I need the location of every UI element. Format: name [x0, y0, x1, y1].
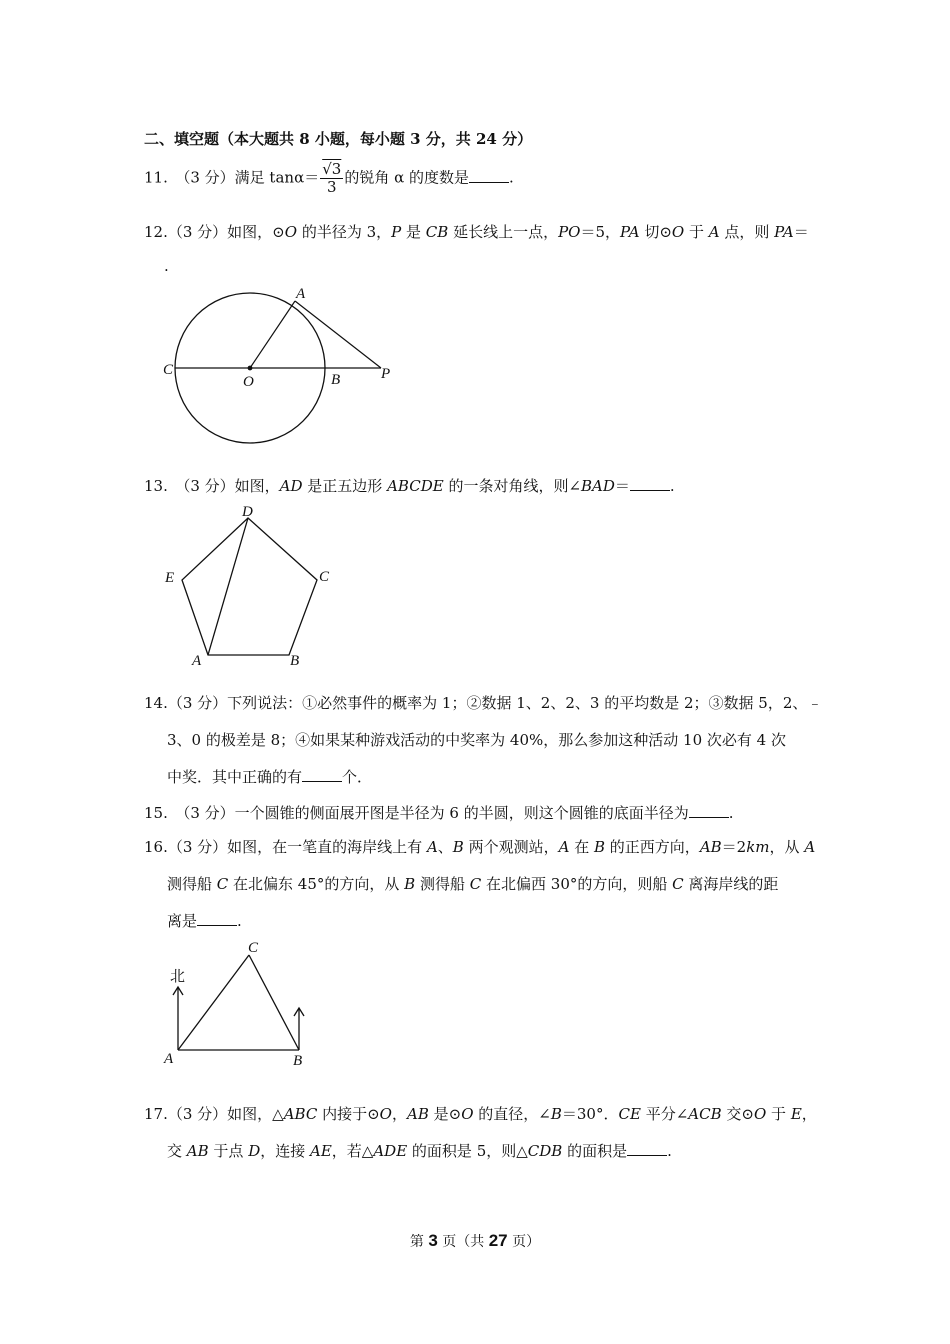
label-p: P [381, 366, 391, 382]
line-ac [178, 955, 249, 1050]
text-span: . [508, 168, 514, 187]
answer-blank [689, 804, 729, 818]
answer-blank [197, 912, 237, 926]
question-16-line-2 [167, 873, 778, 894]
text-span: ，若△ [331, 1142, 374, 1160]
text-span: C [672, 875, 684, 893]
line-ap [295, 301, 381, 368]
label-a: A [164, 1051, 174, 1067]
fraction-sqrt3-over-3 [320, 162, 343, 195]
center-point [248, 366, 253, 371]
text-span: ， [801, 1105, 817, 1123]
line-bc [249, 955, 299, 1050]
text-span: 于点 [208, 1142, 249, 1160]
text-span: CDB [527, 1142, 563, 1160]
text-span: C [469, 875, 482, 893]
text-span: 测得船 [415, 875, 470, 893]
text-span: PO [558, 223, 581, 241]
text-span: 16.（3 分）如图，在一笔直的海岸线上有 [144, 838, 427, 856]
text-span: ABC [283, 1105, 318, 1123]
text-span: ＝30°． [561, 1105, 619, 1123]
text-span: 的面积是 [562, 1142, 628, 1160]
text-span: 个． [342, 768, 373, 786]
text-span: P [391, 223, 402, 241]
text-span: B [594, 838, 606, 856]
text-span: 测得船 [167, 875, 217, 893]
text-span: ＝ [614, 477, 630, 495]
text-span: 17.（3 分）如图，△ [144, 1105, 284, 1123]
text-span: CB [425, 223, 449, 241]
text-span: PA [774, 223, 794, 241]
text-span: B [550, 1105, 562, 1123]
question-11 [144, 162, 514, 195]
label-b: B [331, 372, 341, 388]
text-span: 第 [409, 1234, 429, 1250]
answer-blank [302, 768, 342, 782]
text-span: 的一条对角线，则∠ [443, 477, 582, 495]
text-span: AB [699, 838, 722, 856]
question-16-line-1 [144, 836, 815, 857]
pentagon-abcde [182, 518, 317, 655]
label-a: A [192, 653, 202, 669]
text-span: ABCDE [387, 477, 444, 495]
label-a: A [296, 286, 306, 302]
answer-blank [630, 477, 670, 491]
text-span: O [284, 223, 298, 241]
answer-blank [469, 169, 509, 183]
text-span: ＝ [793, 223, 809, 241]
text-span: . [669, 477, 675, 495]
text-span: AE [310, 1142, 332, 1160]
text-span: 在 [569, 838, 594, 856]
text-span: A [558, 838, 570, 856]
text-span: ＝2 [721, 838, 747, 856]
text-span: . [237, 912, 242, 930]
question-17-line-2 [167, 1140, 672, 1161]
label-e: E [165, 570, 175, 586]
text-span: ， [391, 1105, 407, 1123]
text-span: B [404, 875, 416, 893]
diagonal-ad [208, 518, 248, 655]
text-span: 切⊙ [639, 223, 672, 241]
section-title: 二、填空题（本大题共 8 小题，每小题 3 分，共 24 分） [144, 130, 533, 148]
text-span: 于 [684, 223, 709, 241]
text-span: 11. （3 分）满足 tanα＝ [144, 168, 320, 187]
question-12-blank [150, 257, 169, 275]
text-span: C [216, 875, 229, 893]
text-span: 是⊙ [428, 1105, 462, 1123]
text-span: . [164, 257, 169, 275]
text-span: 的面积是 5，则△ [407, 1142, 528, 1160]
text-span: 3 [326, 178, 337, 196]
label-o: O [243, 374, 254, 390]
text-span: CE [618, 1105, 641, 1123]
line-oa [250, 301, 295, 368]
label-c: C [248, 940, 259, 956]
text-span: 页） [507, 1234, 541, 1250]
question-14-line-3 [167, 766, 372, 787]
text-span: 离海岸线的距 [683, 875, 779, 893]
text-span: 13. （3 分）如图， [144, 477, 280, 495]
answer-blank [627, 1142, 667, 1156]
text-span: 是正五边形 [302, 477, 388, 495]
text-span: 延长线上一点， [448, 223, 559, 241]
question-16-line-3 [167, 910, 242, 931]
page-footer [0, 1231, 950, 1251]
question-13 [144, 475, 675, 496]
question-14-line-2: 3、0 的极差是 8；④如果某种游戏活动的中奖率为 40%，那么参加这种活动 10 次必有 4 次 [167, 731, 786, 749]
text-span: 中奖．其中正确的有 [167, 768, 303, 786]
text-span: 在北偏东 45°的方向，从 [228, 875, 405, 893]
text-span: 点，则 [719, 223, 775, 241]
question-17-line-1 [144, 1103, 817, 1124]
text-span: ，连接 [260, 1142, 310, 1160]
text-span: . [728, 804, 734, 822]
text-span: 交 [167, 1142, 187, 1160]
question-12 [144, 221, 809, 242]
text-span: . [667, 1142, 672, 1160]
text-span: 平分∠ [640, 1105, 689, 1123]
text-span: O [753, 1105, 767, 1123]
label-b: B [290, 653, 300, 669]
text-span: 交⊙ [721, 1105, 754, 1123]
figure-13-pentagon [160, 500, 340, 672]
text-span: O [379, 1105, 392, 1123]
text-span: km [746, 838, 770, 856]
text-span: A [708, 223, 720, 241]
text-span: ，从 [769, 838, 805, 856]
text-span: √3 [322, 160, 342, 178]
text-span: A [804, 838, 816, 856]
text-span: 的锐角 α 的度数是 [344, 168, 469, 187]
page-total: 27 [488, 1231, 508, 1250]
text-span: ＝5， [580, 223, 621, 241]
text-span: AD [279, 477, 303, 495]
figure-12-circle-tangent [155, 282, 405, 447]
text-span: 内接于⊙ [317, 1105, 380, 1123]
label-b: B [293, 1053, 303, 1069]
text-span: 、 [437, 838, 453, 856]
label-d: D [242, 504, 253, 520]
text-span: PA [620, 223, 640, 241]
text-span: B [452, 838, 464, 856]
question-14-line-1: 14.（3 分）下列说法：①必然事件的概率为 1；②数据 1、2、2、3 的平均数是 2；③数据 5，2、﹣ [144, 694, 823, 712]
text-span: 12.（3 分）如图，⊙ [144, 223, 285, 241]
text-span: D [248, 1142, 261, 1160]
text-span: O [461, 1105, 474, 1123]
text-span: BAD [581, 477, 615, 495]
text-span: 的正西方向， [605, 838, 700, 856]
label-north: 北 [170, 967, 186, 985]
text-span: 于 [766, 1105, 791, 1123]
page-number: 3 [428, 1231, 438, 1250]
text-span: 15. （3 分）一个圆锥的侧面展开图是半径为 6 的半圆，则这个圆锥的底面半径为 [144, 804, 689, 822]
text-span: ADE [373, 1142, 408, 1160]
text-span: 在北偏西 30°的方向，则船 [481, 875, 673, 893]
text-span: AB [186, 1142, 209, 1160]
text-span: 是 [401, 223, 426, 241]
label-c: C [319, 569, 330, 585]
text-span: 两个观测站， [463, 838, 559, 856]
question-15 [144, 802, 734, 823]
text-span: O [671, 223, 685, 241]
text-span: 的半径为 3， [297, 223, 392, 241]
text-span: AB [407, 1105, 429, 1123]
text-span: E [790, 1105, 802, 1123]
text-span: ACB [688, 1105, 722, 1123]
text-span: 的直径，∠ [473, 1105, 551, 1123]
text-span: 离是 [167, 912, 198, 930]
text-span: 页（共 [437, 1234, 489, 1250]
text-span: A [426, 838, 438, 856]
label-c: C [163, 362, 174, 378]
figure-16-observation [158, 935, 323, 1070]
